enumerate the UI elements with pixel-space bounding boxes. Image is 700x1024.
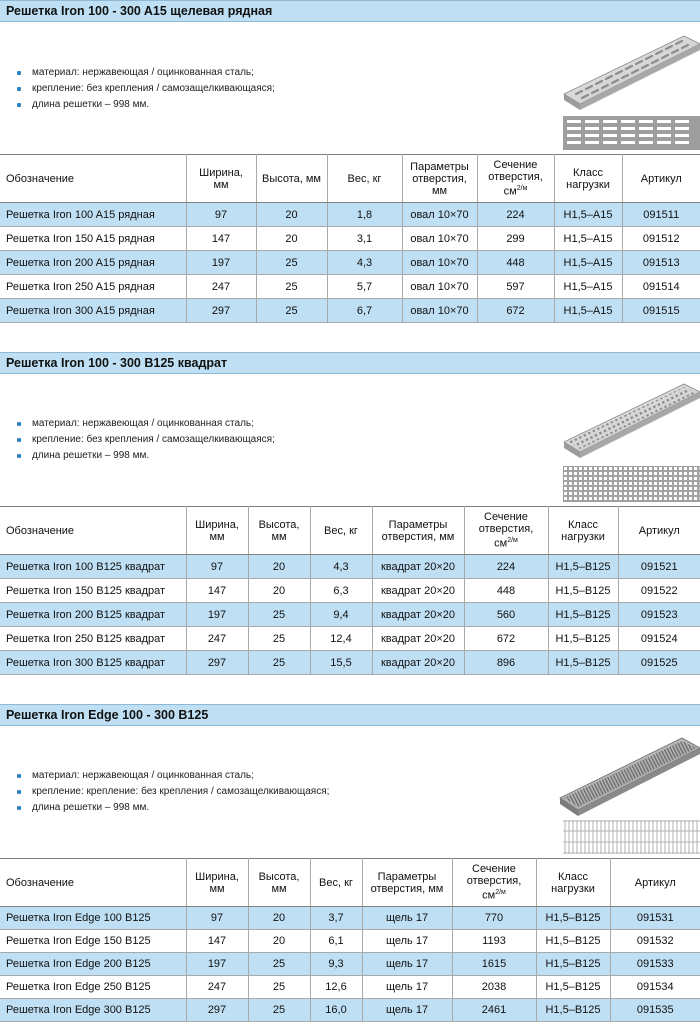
- cell: 091534: [610, 976, 700, 999]
- cell: 25: [248, 953, 310, 976]
- cell: квадрат 20×20: [372, 555, 464, 579]
- spec-table: [0, 858, 700, 1022]
- cell: Решетка Iron 250 B125 квадрат: [0, 627, 186, 651]
- cell: овал 10×70: [402, 299, 477, 323]
- section-title-bar: [0, 0, 700, 22]
- cell: 091511: [622, 203, 700, 227]
- table-row: [0, 907, 700, 930]
- table-row: [0, 603, 700, 627]
- cell: 672: [477, 299, 554, 323]
- cell: щель 17: [362, 976, 452, 999]
- cell: 4,3: [310, 555, 372, 579]
- col-header-load-class: Класс нагрузки: [548, 507, 618, 555]
- cell: 091513: [622, 251, 700, 275]
- cross-section-label: Сечение отверстия, см: [466, 863, 522, 902]
- cell: щель 17: [362, 907, 452, 930]
- col-header-cross-section: [452, 859, 536, 907]
- cell: 97: [186, 203, 256, 227]
- cell: 297: [186, 651, 248, 675]
- cell: H1,5–B125: [548, 627, 618, 651]
- table-row: [0, 627, 700, 651]
- col-header-hole-params: Параметры отверстия, мм: [362, 859, 452, 907]
- spec-item: крепление: без крепления / самозащелкивающаяся;: [14, 81, 275, 97]
- col-header-hole-params: Параметры отверстия, мм: [372, 507, 464, 555]
- cell: щель 17: [362, 930, 452, 953]
- cell: 25: [256, 275, 327, 299]
- section-title-bar: [0, 704, 700, 726]
- section-title-bar: [0, 352, 700, 374]
- cell: 091533: [610, 953, 700, 976]
- col-header-designation: Обозначение: [0, 859, 186, 907]
- square-grate-image: [560, 378, 700, 462]
- cell: 091523: [618, 603, 700, 627]
- cell: 091524: [618, 627, 700, 651]
- spec-list: [14, 768, 329, 816]
- cell: 25: [248, 976, 310, 999]
- cell: 299: [477, 227, 554, 251]
- cell: 1,8: [327, 203, 402, 227]
- cell: Решетка Iron Edge 200 B125: [0, 953, 186, 976]
- cell: 091521: [618, 555, 700, 579]
- cell: Решетка Iron 200 A15 рядная: [0, 251, 186, 275]
- cell: Решетка Iron 100 A15 рядная: [0, 203, 186, 227]
- table-row: [0, 275, 700, 299]
- cell: Решетка Iron Edge 150 B125: [0, 930, 186, 953]
- col-header-width: Ширина, мм: [186, 507, 248, 555]
- spec-item: крепление: без крепления / самозащелкивающаяся;: [14, 432, 275, 448]
- cell: 770: [452, 907, 536, 930]
- spec-item: длина решетки – 998 мм.: [14, 800, 329, 816]
- table-row: [0, 555, 700, 579]
- cell: 2038: [452, 976, 536, 999]
- spec-item: материал: нержавеющая / оцинкованная сталь;: [14, 65, 275, 81]
- cell: 15,5: [310, 651, 372, 675]
- spec-table: [0, 154, 700, 323]
- section-title: Решетка Iron 100 - 300 B125 квадрат: [6, 356, 228, 370]
- cell: 25: [248, 603, 310, 627]
- col-header-weight: Вес, кг: [327, 155, 402, 203]
- cell: Решетка Iron 300 A15 рядная: [0, 299, 186, 323]
- table-row: [0, 251, 700, 275]
- cell: 9,4: [310, 603, 372, 627]
- spec-list: [14, 416, 275, 464]
- cell: 247: [186, 976, 248, 999]
- cell: Решетка Iron 100 B125 квадрат: [0, 555, 186, 579]
- cell: H1,5–A15: [554, 299, 622, 323]
- cell: квадрат 20×20: [372, 603, 464, 627]
- cell: 16,0: [310, 999, 362, 1022]
- section-iron-edge-b125: [0, 704, 700, 1024]
- table-row: [0, 953, 700, 976]
- cell: 197: [186, 953, 248, 976]
- col-header-load-class: Класс нагрузки: [554, 155, 622, 203]
- col-header-cross-section: [477, 155, 554, 203]
- cell: Решетка Iron Edge 250 B125: [0, 976, 186, 999]
- table-row: [0, 999, 700, 1022]
- col-header-weight: Вес, кг: [310, 859, 362, 907]
- col-header-hole-params: Параметры отверстия, мм: [402, 155, 477, 203]
- spec-item: крепление: крепление: без крепления / самозащелкивающаяся;: [14, 784, 329, 800]
- cell: 20: [256, 203, 327, 227]
- cell: 896: [464, 651, 548, 675]
- square-grate-plan-image: [563, 466, 700, 502]
- col-header-weight: Вес, кг: [310, 507, 372, 555]
- spec-item: материал: нержавеющая / оцинкованная сталь;: [14, 416, 275, 432]
- cell: 12,6: [310, 976, 362, 999]
- cell: 197: [186, 251, 256, 275]
- cell: Решетка Iron 300 B125 квадрат: [0, 651, 186, 675]
- cell: 4,3: [327, 251, 402, 275]
- spec-table: [0, 506, 700, 675]
- cell: 3,7: [310, 907, 362, 930]
- cell: 297: [186, 999, 248, 1022]
- cross-section-label: Сечение отверстия, см: [478, 511, 534, 550]
- cell: H1,5–B125: [536, 953, 610, 976]
- table-row: [0, 651, 700, 675]
- cell: 297: [186, 299, 256, 323]
- col-header-height: Высота, мм: [248, 859, 310, 907]
- cell: 147: [186, 579, 248, 603]
- cell: 091515: [622, 299, 700, 323]
- cell: 091514: [622, 275, 700, 299]
- col-header-height: Высота, мм: [248, 507, 310, 555]
- cell: H1,5–A15: [554, 203, 622, 227]
- unit-suffix: 2/м: [495, 889, 506, 897]
- cell: овал 10×70: [402, 251, 477, 275]
- section-title: Решетка Iron 100 - 300 A15 щелевая рядная: [6, 4, 273, 18]
- cell: 091531: [610, 907, 700, 930]
- cell: 1193: [452, 930, 536, 953]
- cell: 20: [248, 930, 310, 953]
- cell: H1,5–B125: [548, 603, 618, 627]
- cell: 6,7: [327, 299, 402, 323]
- col-header-article: Артикул: [618, 507, 700, 555]
- cell: Решетка Iron Edge 300 B125: [0, 999, 186, 1022]
- cell: 247: [186, 627, 248, 651]
- cell: 560: [464, 603, 548, 627]
- cell: 448: [464, 579, 548, 603]
- spec-item: длина решетки – 998 мм.: [14, 448, 275, 464]
- cell: овал 10×70: [402, 275, 477, 299]
- cell: 20: [248, 579, 310, 603]
- cell: 091522: [618, 579, 700, 603]
- cell: 6,3: [310, 579, 372, 603]
- cell: H1,5–B125: [548, 651, 618, 675]
- cell: 20: [256, 227, 327, 251]
- cell: 25: [248, 999, 310, 1022]
- cell: Решетка Iron Edge 100 B125: [0, 907, 186, 930]
- cell: H1,5–B125: [536, 930, 610, 953]
- cell: H1,5–B125: [536, 907, 610, 930]
- table-row: [0, 203, 700, 227]
- cell: 1615: [452, 953, 536, 976]
- cell: 20: [248, 907, 310, 930]
- table-row: [0, 976, 700, 999]
- section-iron-b125-square: [0, 352, 700, 674]
- cell: 25: [248, 651, 310, 675]
- col-header-cross-section: [464, 507, 548, 555]
- col-header-designation: Обозначение: [0, 155, 186, 203]
- table-row: [0, 579, 700, 603]
- col-header-article: Артикул: [610, 859, 700, 907]
- cell: H1,5–B125: [536, 976, 610, 999]
- cell: 091525: [618, 651, 700, 675]
- cell: 97: [186, 555, 248, 579]
- cell: Решетка Iron 150 B125 квадрат: [0, 579, 186, 603]
- cell: овал 10×70: [402, 227, 477, 251]
- cell: 12,4: [310, 627, 372, 651]
- cell: овал 10×70: [402, 203, 477, 227]
- cell: H1,5–A15: [554, 227, 622, 251]
- cell: H1,5–B125: [536, 999, 610, 1022]
- table-row: [0, 299, 700, 323]
- cell: квадрат 20×20: [372, 579, 464, 603]
- cell: 247: [186, 275, 256, 299]
- cell: 597: [477, 275, 554, 299]
- table-row: [0, 930, 700, 953]
- cell: 25: [256, 251, 327, 275]
- cell: 6,1: [310, 930, 362, 953]
- cell: 147: [186, 227, 256, 251]
- col-header-article: Артикул: [622, 155, 700, 203]
- section-iron-a15: [0, 0, 700, 322]
- cell: Решетка Iron 250 A15 рядная: [0, 275, 186, 299]
- cell: Решетка Iron 150 A15 рядная: [0, 227, 186, 251]
- unit-suffix: 2/м: [516, 185, 528, 193]
- cell: 224: [477, 203, 554, 227]
- cell: 3,1: [327, 227, 402, 251]
- cell: H1,5–A15: [554, 251, 622, 275]
- spec-item: материал: нержавеющая / оцинкованная сталь;: [14, 768, 329, 784]
- cell: 091512: [622, 227, 700, 251]
- cell: 091532: [610, 930, 700, 953]
- slotted-grate-plan-image: [563, 116, 700, 150]
- cell: 197: [186, 603, 248, 627]
- cell: Решетка Iron 200 B125 квадрат: [0, 603, 186, 627]
- cell: 147: [186, 930, 248, 953]
- col-header-width: Ширина, мм: [186, 155, 256, 203]
- table-row: [0, 227, 700, 251]
- slotted-grate-image: [560, 30, 700, 114]
- cell: 20: [248, 555, 310, 579]
- spec-item: длина решетки – 998 мм.: [14, 97, 275, 113]
- cell: квадрат 20×20: [372, 627, 464, 651]
- cell: 672: [464, 627, 548, 651]
- cell: 9,3: [310, 953, 362, 976]
- cell: 224: [464, 555, 548, 579]
- cell: H1,5–B125: [548, 555, 618, 579]
- col-header-width: Ширина, мм: [186, 859, 248, 907]
- cell: 97: [186, 907, 248, 930]
- cell: квадрат 20×20: [372, 651, 464, 675]
- cell: H1,5–A15: [554, 275, 622, 299]
- col-header-height: Высота, мм: [256, 155, 327, 203]
- cell: 5,7: [327, 275, 402, 299]
- cross-section-label: Сечение отверстия, см: [488, 159, 543, 198]
- spec-list: [14, 65, 275, 113]
- col-header-designation: Обозначение: [0, 507, 186, 555]
- cell: щель 17: [362, 953, 452, 976]
- edge-grate-image: [556, 730, 700, 818]
- cell: H1,5–B125: [548, 579, 618, 603]
- cell: 448: [477, 251, 554, 275]
- cell: 091535: [610, 999, 700, 1022]
- cell: 25: [256, 299, 327, 323]
- col-header-load-class: Класс нагрузки: [536, 859, 610, 907]
- cell: щель 17: [362, 999, 452, 1022]
- cell: 25: [248, 627, 310, 651]
- edge-grate-plan-image: [563, 820, 700, 854]
- unit-suffix: 2/м: [507, 537, 518, 545]
- section-title: Решетка Iron Edge 100 - 300 B125: [6, 708, 209, 722]
- cell: 2461: [452, 999, 536, 1022]
